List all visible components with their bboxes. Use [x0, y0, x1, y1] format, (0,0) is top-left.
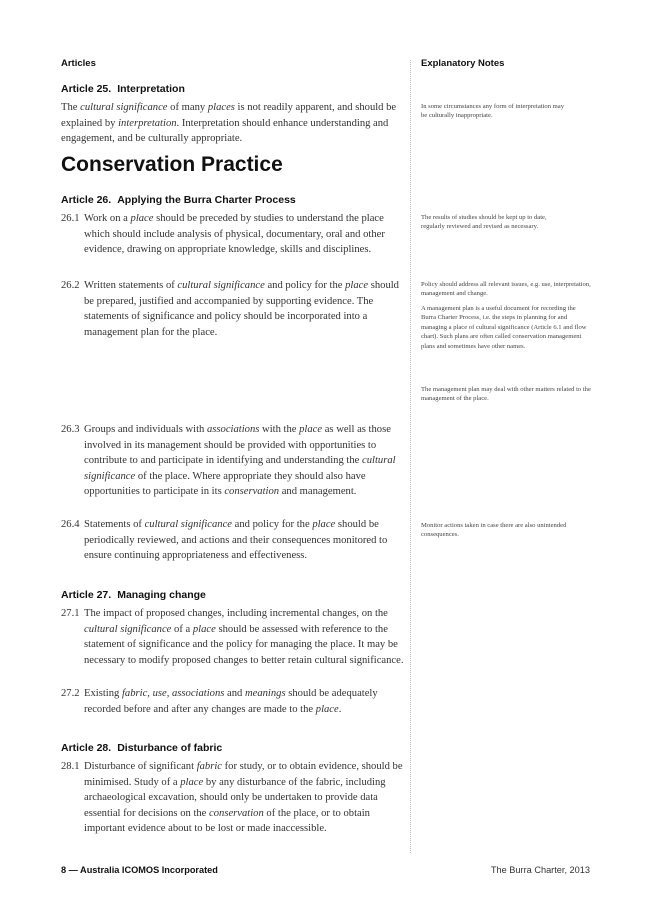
clause-number: 26.2 [61, 280, 80, 291]
defined-term: conservation [209, 807, 264, 819]
clause-text: Disturbance of significant fabric for study, or to obtain evidence, should be minimised. Study of a place by any disturbance of the fabric, including archaeological excavation, should only be undertaken to provide data essential for decisions on the conservation of the place, or to obtain important evidence about to be lost or made inaccessible. [84, 761, 403, 835]
clause-26-3 [61, 422, 406, 500]
note-interpretation: In some circumstances any form of interpretation may be culturally inappropriate. [421, 103, 564, 120]
explanatory-notes-heading: Explanatory Notes [421, 58, 505, 69]
note-26-1: The results of studies should be kept up to date, regularly reviewed and revised as necessary. [421, 214, 547, 231]
defined-term: cultural significance [144, 519, 232, 530]
clause-text: Existing fabric, use, associations and meanings should be adequately recorded before and after any changes are made to the place. [84, 688, 378, 715]
clause-26-4 [61, 517, 406, 564]
defined-term: place [180, 776, 204, 788]
article-heading: Managing change [117, 589, 206, 601]
article-28-title [61, 742, 222, 754]
defined-term: cultural significance [177, 280, 265, 291]
note-26-2-management-plan: A management plan is a useful document for recording the Burra Charter Process, i.e. the steps in planning for and managing a place of cultural significance (Article 6.1 and flow chart). Such plans are often called conservation management plans and sometimes have other names. [421, 305, 587, 350]
clause-number: 28.1 [61, 761, 80, 772]
section-title: Conservation Practice [61, 153, 283, 176]
clause-number: 26.3 [61, 424, 80, 435]
article-25-title [61, 83, 185, 95]
clause-26-1 [61, 211, 406, 258]
note-26-2-policy: Policy should address all relevant issues, e.g. use, interpretation, management and change. [421, 281, 591, 298]
clause-text: Statements of cultural significance and policy for the place should be periodically reviewed, and actions and their consequences monitored to ensure continuing appropriateness and effectiveness. [84, 519, 388, 562]
clause-27-2 [61, 686, 406, 717]
clause-number: 26.1 [61, 213, 80, 224]
clause-text: Work on a place should be preceded by studies to understand the place which should include analysis of physical, documentary, oral and other evidence, drawing on appropriate knowledge, skills and disciplines. [84, 213, 385, 256]
defined-term: conservation [224, 486, 280, 498]
clause-26-2 [61, 278, 406, 340]
footer-title: The Burra Charter, 2013 [490, 865, 590, 875]
defined-term: places [207, 102, 235, 113]
articles-column-heading: Articles [61, 58, 96, 69]
defined-term: place [312, 519, 336, 530]
defined-term: meanings [244, 688, 286, 699]
article-heading: Interpretation [117, 83, 185, 95]
defined-term: associations [207, 424, 260, 435]
clause-28-1 [61, 759, 406, 837]
note-26-4: Monitor actions taken in case there are also unintended consequences. [421, 522, 567, 539]
note-26-2-other-matters: The management plan may deal with other matters related to the management of the place. [421, 386, 591, 403]
defined-term: fabric, use, associations [121, 688, 225, 699]
defined-term: cultural significance [84, 623, 172, 635]
clause-number: 27.2 [61, 688, 80, 699]
article-number: Article 28. [61, 742, 112, 754]
defined-term: fabric [196, 761, 222, 772]
defined-term: place [130, 213, 154, 224]
clause-27-1 [61, 606, 406, 668]
footer-publisher: 8 — Australia ICOMOS Incorporated [61, 865, 218, 875]
article-26-title [61, 194, 296, 206]
defined-term: place [299, 424, 323, 435]
article-27-title [61, 589, 206, 601]
defined-term: interpretation [118, 117, 177, 129]
column-divider [410, 60, 411, 853]
defined-term: cultural significance [84, 455, 396, 482]
clause-number: 27.1 [61, 608, 80, 619]
article-number: Article 26. [61, 194, 112, 206]
defined-term: place [192, 623, 216, 635]
defined-term: place [315, 703, 339, 715]
article-heading: Disturbance of fabric [117, 742, 223, 754]
defined-term: cultural significance [80, 102, 168, 113]
clause-text: The impact of proposed changes, including incremental changes, on the cultural significance of a place should be assessed with reference to the statement of significance and the policy for managing the place. It may be necessary to modify proposed changes to better retain cultural significance. [84, 608, 404, 666]
clause-number: 26.4 [61, 519, 80, 530]
clause-text: Written statements of cultural significance and policy for the place should be prepared, justified and accompanied by supporting evidence. The statements of significance and policy should be incorporated into a management plan for the place. [84, 280, 399, 338]
article-25-text: The cultural significance of many places is not readily apparent, and should be explained by interpretation. Interpretation should enhance understanding and engagement, and be culturally appropriate. [61, 102, 397, 145]
article-heading: Applying the Burra Charter Process [117, 194, 296, 206]
article-number: Article 25. [61, 83, 112, 95]
clause-text: Groups and individuals with associations with the place as well as those involved in its management should be provided with opportunities to contribute to and participate in identifying and understanding the cultural significance of the place. Where appropriate they should also have opportunities to participate in its conservation and management. [84, 424, 396, 498]
defined-term: place [345, 280, 369, 291]
article-number: Article 27. [61, 589, 112, 601]
